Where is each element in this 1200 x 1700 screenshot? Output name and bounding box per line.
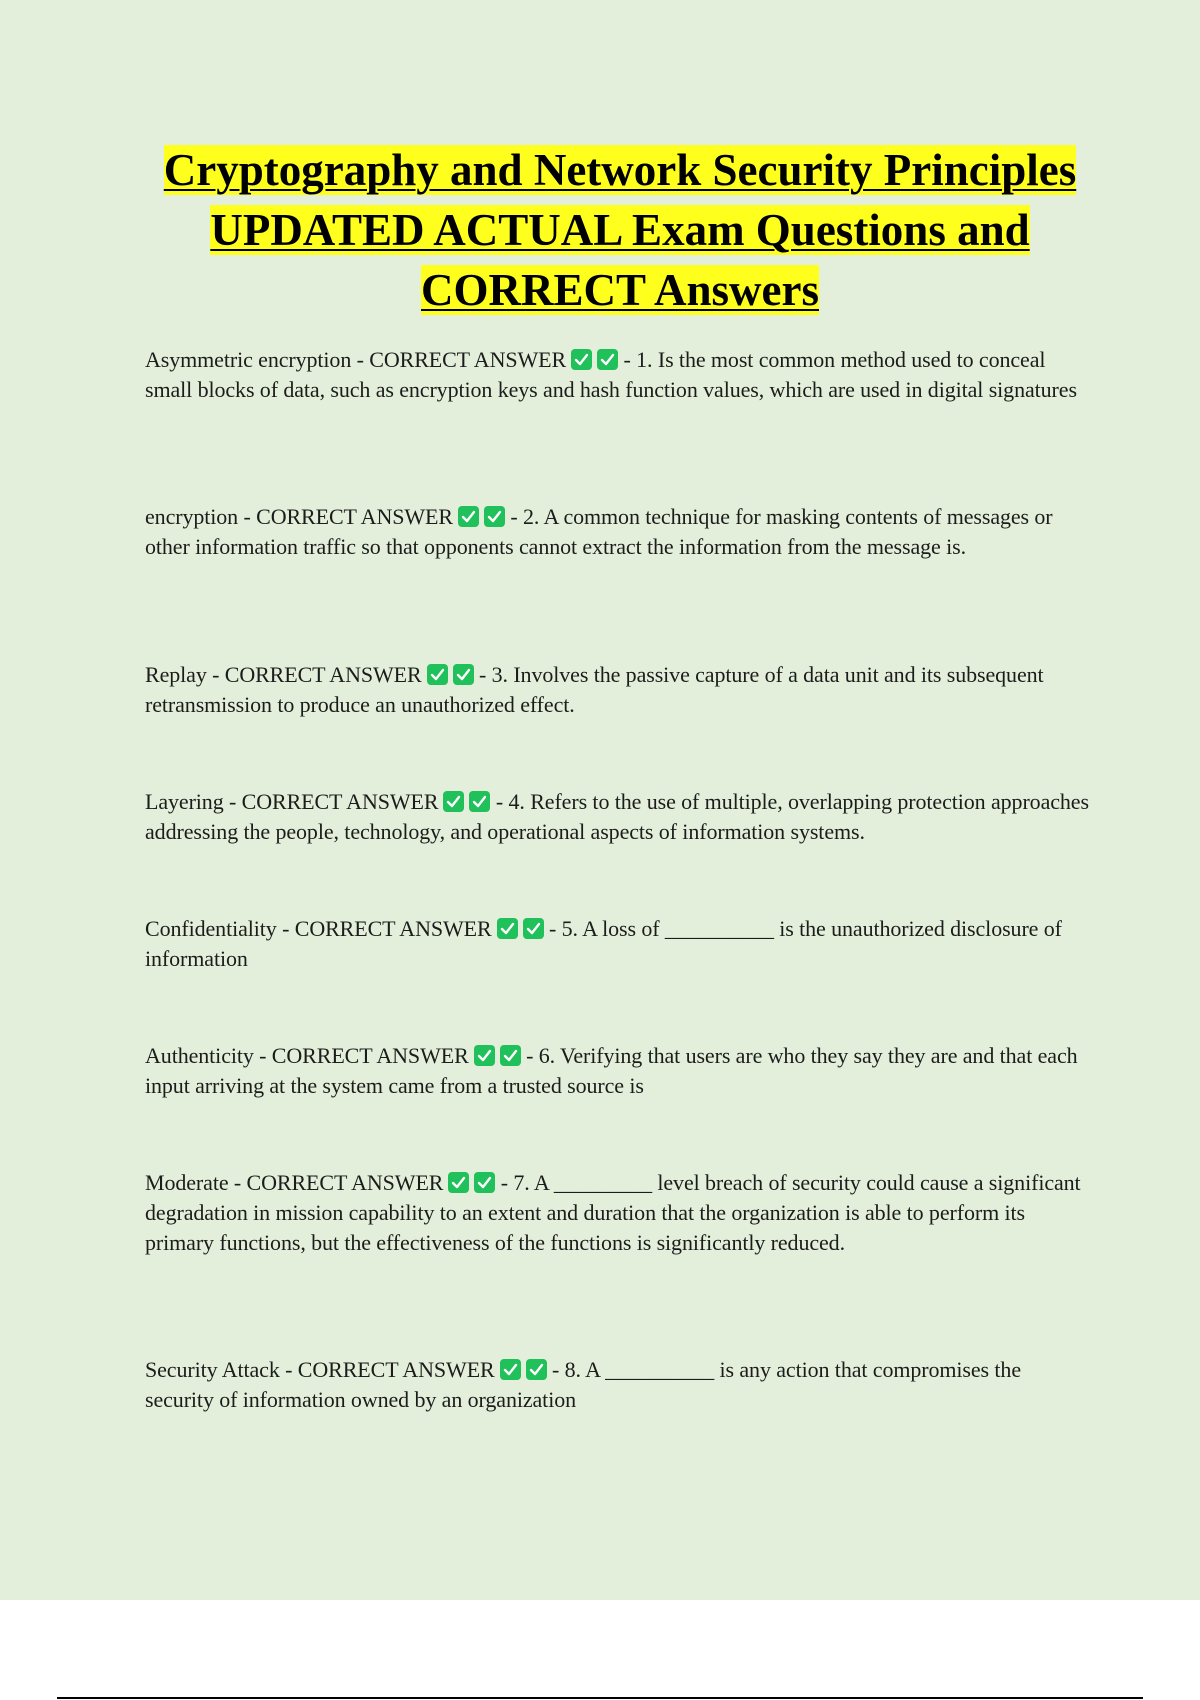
check-box-icon [526, 1359, 547, 1380]
answer-term: encryption [145, 504, 239, 529]
title-text: Cryptography and Network Security Principles UPDATED ACTUAL Exam Questions and CORRECT Answers [163, 145, 1077, 315]
question-text: - 5. A loss of __________ is the unauthorized disclosure of information [145, 916, 1062, 971]
answer-label: - CORRECT ANSWER [276, 916, 492, 941]
check-box-icon [469, 791, 490, 812]
qa-item-6 [145, 1041, 1095, 1101]
check-box-icon [443, 791, 464, 812]
qa-item-4 [145, 787, 1095, 847]
answer-label: - CORRECT ANSWER [351, 347, 567, 372]
question-text: - 1. Is the most common method used to conceal small blocks of data, such as encryption keys and hash function values, which are used in digital signatures [145, 347, 1077, 402]
qa-item-2 [145, 502, 1095, 562]
answer-term: Authenticity [145, 1043, 254, 1068]
check-box-icon [458, 506, 479, 527]
qa-item-8 [145, 1355, 1095, 1415]
page-divider [57, 1697, 1143, 1699]
qa-item-3 [145, 660, 1095, 720]
document-title [120, 140, 1120, 320]
question-text: - 7. A _________ level breach of security could cause a significant degradation in mission capability to an extent and duration that the organization is able to perform its primary functions, but the effectiveness of the functions is significantly reduced. [145, 1170, 1081, 1255]
qa-item-1 [145, 345, 1095, 405]
check-box-icon [474, 1172, 495, 1193]
answer-label: - CORRECT ANSWER [223, 789, 439, 814]
answer-term: Moderate [145, 1170, 229, 1195]
answer-term: Layering [145, 789, 224, 814]
check-box-icon [523, 918, 544, 939]
check-box-icon [597, 349, 618, 370]
qa-item-7 [145, 1168, 1095, 1258]
check-box-icon [500, 1045, 521, 1066]
question-text: - 3. Involves the passive capture of a data unit and its subsequent retransmission to produce an unauthorized effect. [145, 662, 1044, 717]
question-text: - 4. Refers to the use of multiple, overlapping protection approaches addressing the people, technology, and operational aspects of information systems. [145, 789, 1089, 844]
check-box-icon [448, 1172, 469, 1193]
question-text: - 6. Verifying that users are who they say they are and that each input arriving at the system came from a trusted source is [145, 1043, 1078, 1098]
check-box-icon [474, 1045, 495, 1066]
answer-label: - CORRECT ANSWER [253, 1043, 469, 1068]
answer-term: Security Attack [145, 1357, 280, 1382]
answer-label: - CORRECT ANSWER [228, 1170, 444, 1195]
answer-term: Confidentiality [145, 916, 277, 941]
check-box-icon [571, 349, 592, 370]
check-box-icon [497, 918, 518, 939]
answer-label: - CORRECT ANSWER [206, 662, 422, 687]
check-box-icon [427, 664, 448, 685]
qa-item-5 [145, 914, 1095, 974]
question-text: - 2. A common technique for masking contents of messages or other information traffic so that opponents cannot extract the information from the message is. [145, 504, 1053, 559]
check-box-icon [453, 664, 474, 685]
check-box-icon [484, 506, 505, 527]
answer-term: Asymmetric encryption [145, 347, 352, 372]
answer-label: - CORRECT ANSWER [279, 1357, 495, 1382]
check-box-icon [500, 1359, 521, 1380]
answer-label: - CORRECT ANSWER [238, 504, 453, 529]
question-text: - 8. A __________ is any action that compromises the security of information owned by an organization [145, 1357, 1021, 1412]
answer-term: Replay [145, 662, 207, 687]
